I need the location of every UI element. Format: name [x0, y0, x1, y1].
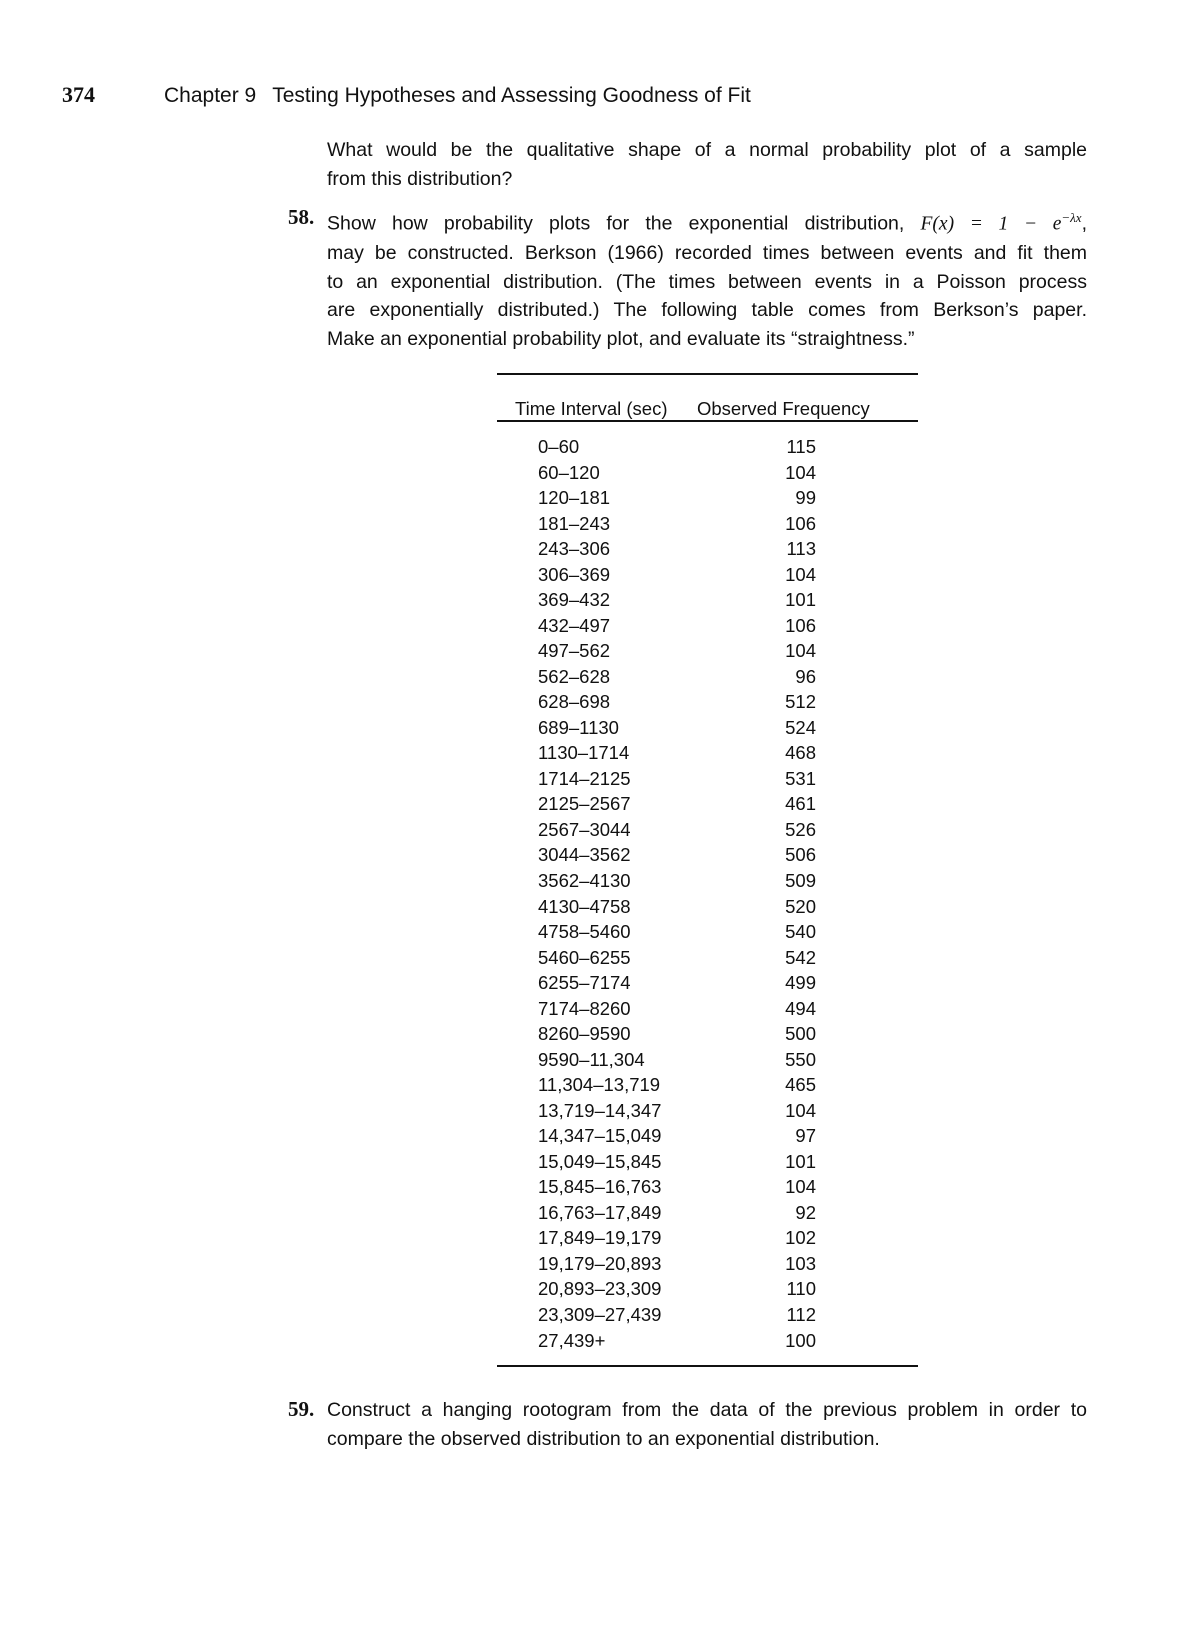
problem-58-line: may be constructed. Berkson (1966) recorded times between events and fit them — [327, 242, 1087, 264]
table-row — [497, 691, 918, 717]
observed-frequency-cell: 104 — [785, 1176, 816, 1198]
observed-frequency-cell: 97 — [795, 1125, 816, 1147]
time-interval-cell: 1130–1714 — [538, 742, 630, 764]
problem-59-line: Construct a hanging rootogram from the data of the previous problem in order to — [327, 1399, 1087, 1421]
table-row — [497, 1023, 918, 1049]
observed-frequency-cell: 524 — [785, 716, 816, 738]
time-interval-cell: 15,845–16,763 — [538, 1176, 662, 1198]
table-row — [497, 436, 918, 462]
observed-frequency-cell: 104 — [785, 1099, 816, 1121]
time-interval-cell: 306–369 — [538, 563, 611, 585]
time-interval-cell: 15,049–15,845 — [538, 1150, 662, 1172]
observed-frequency-cell: 100 — [785, 1329, 816, 1351]
observed-frequency-cell: 465 — [785, 1074, 816, 1096]
observed-frequency-cell: 104 — [785, 640, 816, 662]
observed-frequency-cell: 106 — [785, 512, 816, 534]
observed-frequency-cell: 531 — [785, 767, 816, 789]
time-interval-cell: 5460–6255 — [538, 946, 631, 968]
time-interval-cell: 432–497 — [538, 614, 611, 636]
observed-frequency-cell: 115 — [786, 436, 816, 457]
observed-frequency-cell: 550 — [785, 1048, 816, 1070]
time-interval-cell: 23,309–27,439 — [538, 1304, 662, 1326]
time-interval-cell: 7174–8260 — [538, 997, 631, 1019]
table-row — [497, 1151, 918, 1177]
time-interval-cell: 689–1130 — [538, 716, 619, 738]
table-row — [497, 538, 918, 564]
observed-frequency-cell: 110 — [786, 1278, 816, 1300]
time-interval-cell: 19,179–20,893 — [538, 1252, 662, 1274]
observed-frequency-cell: 112 — [786, 1304, 816, 1326]
intro-paragraph — [327, 136, 1087, 193]
running-header — [62, 82, 751, 108]
observed-frequency-cell: 520 — [785, 895, 816, 917]
intro-line: What would be the qualitative shape of a normal probability plot of a sample — [327, 139, 1087, 161]
problem-59-number: 59. — [288, 1397, 315, 1421]
problem-58-number: 58. — [288, 205, 315, 229]
time-interval-cell: 16,763–17,849 — [538, 1201, 662, 1223]
observed-frequency-cell: 101 — [785, 1150, 816, 1172]
observed-frequency-cell: 509 — [785, 870, 816, 891]
table-row — [497, 666, 918, 692]
table-row — [497, 1125, 918, 1151]
problem-58-line: to an exponential distribution. (The times between events in a Poisson process — [327, 270, 1087, 293]
time-interval-cell: 11,304–13,719 — [538, 1074, 661, 1096]
time-interval-cell: 497–562 — [538, 640, 611, 662]
table-row — [497, 1202, 918, 1228]
page-number: 374 — [62, 82, 95, 107]
observed-frequency-cell: 103 — [785, 1252, 816, 1274]
time-interval-cell: 9590–11,304 — [538, 1048, 645, 1070]
time-interval-cell: 6255–7174 — [538, 972, 631, 994]
table-row — [497, 1176, 918, 1202]
table-header-rule — [497, 420, 918, 422]
table-row — [497, 742, 918, 768]
time-interval-cell: 8260–9590 — [538, 1023, 631, 1045]
table-row — [497, 972, 918, 998]
formula-comma: , — [1081, 212, 1088, 235]
observed-frequency-cell: 99 — [795, 487, 816, 509]
table-row — [497, 870, 918, 896]
chapter-title: Testing Hypotheses and Assessing Goodness of Fit — [272, 84, 751, 107]
chapter-label: Chapter 9 — [164, 84, 257, 107]
table-row — [497, 1278, 918, 1304]
observed-frequency-cell: 102 — [785, 1227, 816, 1249]
time-interval-cell: 2567–3044 — [538, 818, 631, 840]
time-interval-cell: 181–243 — [538, 512, 611, 534]
observed-frequency-cell: 104 — [785, 563, 816, 585]
time-interval-cell: 13,719–14,347 — [538, 1099, 662, 1121]
observed-frequency-cell: 526 — [785, 818, 816, 840]
time-interval-cell: 562–628 — [538, 665, 611, 687]
time-interval-cell: 3562–4130 — [538, 870, 631, 891]
observed-frequency-cell: 500 — [785, 1023, 816, 1045]
observed-frequency-cell: 512 — [785, 691, 816, 713]
time-interval-cell: 0–60 — [538, 436, 580, 457]
problem-58-line: are exponentially distributed.) The following table comes from Berkson’s paper. — [327, 299, 1087, 321]
time-interval-cell: 14,347–15,049 — [538, 1125, 662, 1147]
table-row — [497, 1074, 918, 1100]
table-row — [497, 1330, 918, 1356]
observed-frequency-cell: 101 — [785, 589, 816, 611]
table-row — [497, 1049, 918, 1075]
time-interval-cell: 243–306 — [538, 538, 611, 560]
table-row — [497, 589, 918, 615]
table-row — [497, 998, 918, 1024]
exponential-cdf-formula: F(x) = 1 − e — [920, 213, 1062, 235]
problem-59-line: compare the observed distribution to an exponential distribution. — [327, 1427, 880, 1450]
observed-frequency-cell: 461 — [785, 793, 816, 815]
table-row — [497, 640, 918, 666]
time-interval-cell: 60–120 — [538, 461, 600, 483]
observed-frequency-cell: 540 — [785, 921, 816, 943]
table-row — [497, 1100, 918, 1126]
table-row — [497, 793, 918, 819]
table-header-frequency: Observed Frequency — [697, 398, 870, 419]
table-row — [497, 1304, 918, 1330]
observed-frequency-cell: 92 — [795, 1201, 816, 1223]
observed-frequency-cell: 96 — [795, 665, 816, 687]
observed-frequency-cell: 506 — [785, 844, 816, 866]
table-row — [497, 462, 918, 488]
table-row — [497, 717, 918, 743]
time-interval-cell: 4130–4758 — [538, 895, 631, 917]
table-row — [497, 819, 918, 845]
observed-frequency-cell: 494 — [785, 997, 816, 1019]
time-interval-cell: 369–432 — [538, 589, 611, 611]
observed-frequency-cell: 106 — [785, 614, 816, 636]
table-top-rule — [497, 373, 918, 375]
table-row — [497, 844, 918, 870]
problem-58-line: Make an exponential probability plot, and evaluate its “straightness.” — [327, 327, 915, 350]
problem-58-line-1-text: Show how probability plots for the exponential distribution, — [327, 212, 905, 235]
time-interval-cell: 3044–3562 — [538, 844, 631, 866]
problem-58-text — [327, 204, 1087, 353]
time-interval-cell: 17,849–19,179 — [538, 1227, 662, 1249]
table-row — [497, 896, 918, 922]
table-row — [497, 615, 918, 641]
table-row — [497, 487, 918, 513]
problem-59-text — [327, 1396, 1087, 1453]
time-interval-cell: 628–698 — [538, 691, 611, 713]
time-interval-cell: 27,439+ — [538, 1329, 606, 1351]
time-interval-cell: 2125–2567 — [538, 793, 631, 815]
table-row — [497, 564, 918, 590]
table-row — [497, 768, 918, 794]
observed-frequency-cell: 113 — [786, 538, 816, 560]
table-row — [497, 1253, 918, 1279]
table-header-interval: Time Interval (sec) — [515, 398, 668, 419]
time-interval-cell: 4758–5460 — [538, 921, 631, 943]
table-row — [497, 947, 918, 973]
table-row — [497, 513, 918, 539]
observed-frequency-cell: 468 — [785, 742, 816, 764]
table-row — [497, 921, 918, 947]
observed-frequency-cell: 542 — [785, 946, 816, 968]
time-interval-cell: 120–181 — [538, 487, 611, 509]
problem-58-line-1 — [327, 204, 1087, 239]
observed-frequency-cell: 499 — [785, 972, 816, 994]
time-interval-cell: 1714–2125 — [538, 767, 631, 789]
intro-line: from this distribution? — [327, 167, 513, 190]
time-interval-cell: 20,893–23,309 — [538, 1278, 662, 1300]
table-row — [497, 1227, 918, 1253]
table-bottom-rule — [497, 1365, 918, 1367]
observed-frequency-cell: 104 — [785, 461, 816, 483]
formula-exponent: −λx — [1061, 210, 1082, 225]
